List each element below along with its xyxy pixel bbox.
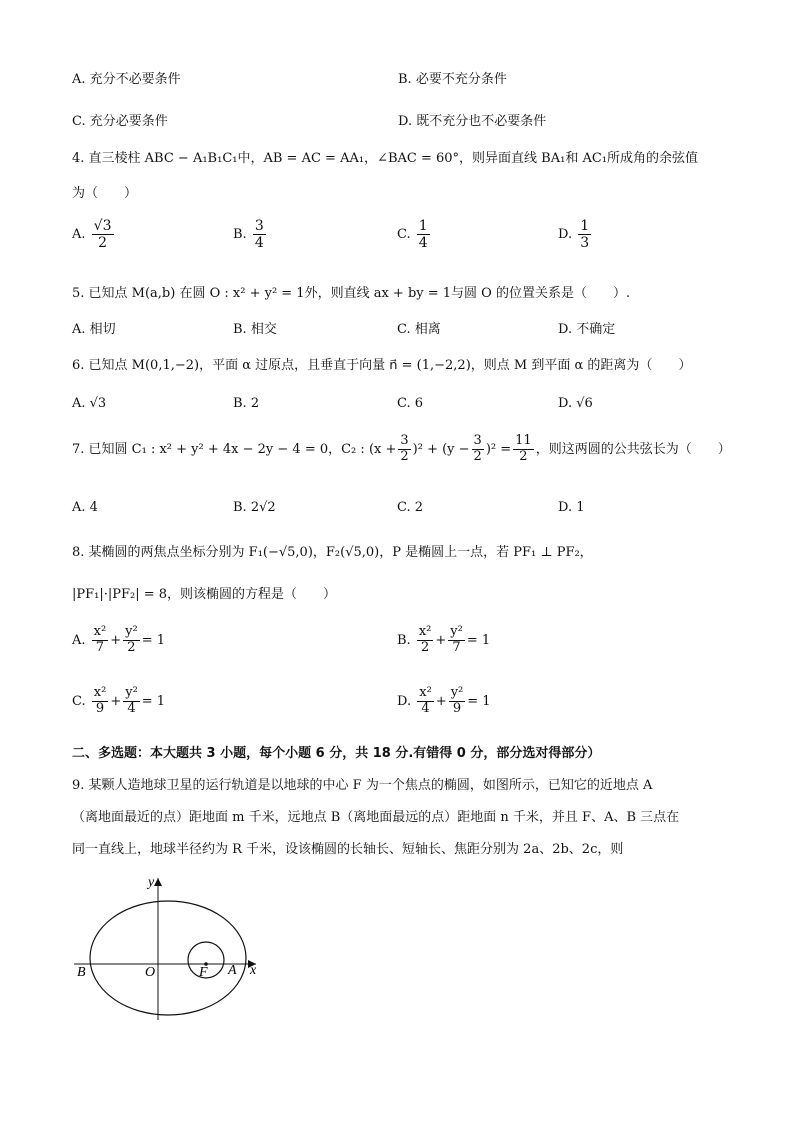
numerator: 1 — [418, 218, 428, 234]
q9-stem-line3: 同一直线上，地球半径约为 R 千米，设该椭圆的长轴长、短轴长、焦距分别为 2a、2b、2c，则 — [72, 842, 624, 857]
numerator: √3 — [93, 218, 112, 234]
q5-stem: 5. 已知点 M(a,b) 在圆 O : x² + y² = 1外，则直线 ax + by = 1与圆 O 的位置关系是（ ）. — [72, 286, 631, 301]
denominator: 4 — [421, 700, 430, 716]
numerator: y² — [450, 624, 463, 639]
numerator: x² — [419, 685, 432, 700]
q6-stem: 6. 已知点 M(0,1,−2)，平面 α 过原点，且垂直于向量 n⃗ = (1,−2,2)，则点 M 到平面 α 的距离为（ ） — [72, 358, 692, 373]
point-a-label: A — [228, 963, 237, 978]
q7-stem — [72, 434, 731, 465]
q5-option-a: A. 相切 — [72, 322, 116, 337]
q6-option-b: B. 2 — [233, 396, 260, 411]
q7-term: (x + — [368, 441, 397, 457]
numerator: x² — [418, 624, 432, 639]
denominator: 4 — [127, 700, 136, 716]
numerator: y² — [125, 624, 138, 639]
option-label: A. — [72, 632, 86, 648]
numerator: x² — [93, 685, 107, 700]
denominator: 2 — [519, 448, 528, 464]
orbit-ellipse — [90, 901, 246, 1015]
fraction — [92, 218, 114, 251]
x-label: x — [250, 963, 257, 978]
option-label: B. — [397, 632, 411, 648]
point-f-label: F — [199, 965, 208, 980]
plus-sign: + — [435, 693, 447, 709]
denominator: 2 — [473, 448, 482, 464]
numerator: 1 — [580, 218, 590, 234]
q4-option-c — [397, 218, 432, 251]
q6-option-d: D. √6 — [558, 396, 593, 411]
plus-sign: + — [435, 632, 447, 648]
fraction — [417, 625, 434, 656]
plus-sign: + — [110, 632, 122, 648]
denominator: 2 — [400, 448, 409, 464]
denominator: 7 — [95, 639, 105, 655]
numerator: 3 — [473, 433, 482, 448]
q7-question: ，则这两圆的公共弦长为（ ） — [535, 441, 731, 457]
q8-option-c — [72, 686, 165, 717]
numerator: y² — [450, 685, 464, 700]
q7-term: )² = — [485, 441, 512, 457]
fraction — [123, 686, 140, 717]
option-label: A. — [72, 227, 86, 243]
plus-sign: + — [110, 693, 122, 709]
fraction — [398, 434, 410, 465]
q5-option-b: B. 相交 — [233, 322, 277, 337]
q3-option-b: B. 必要不充分条件 — [398, 72, 507, 87]
q5-option-c: C. 相离 — [397, 322, 441, 337]
denominator: 9 — [95, 700, 105, 716]
fraction — [92, 625, 109, 656]
numerator: 11 — [515, 433, 532, 448]
q7-term: )² + (y − — [412, 441, 470, 457]
q7-option-d: D. 1 — [558, 500, 585, 515]
option-label: D. — [558, 227, 573, 243]
q8-option-a — [72, 625, 165, 656]
equals-one: = 1 — [467, 693, 491, 709]
q9-stem-line2: （离地面最近的点）距地面 m 千米，远地点 B（离地面最远的点）距地面 n 千米，并且 F、A、B 三点在 — [72, 810, 680, 825]
fraction — [417, 686, 434, 717]
numerator: 3 — [254, 218, 264, 234]
numerator: x² — [93, 624, 107, 639]
denominator: 4 — [418, 235, 428, 252]
equals-one: = 1 — [141, 693, 166, 709]
y-axis-arrow-icon — [154, 878, 162, 886]
point-b-label: B — [77, 965, 86, 980]
q3-option-a: A. 充分不必要条件 — [72, 72, 181, 87]
q5-option-d: D. 不确定 — [558, 322, 616, 337]
fraction — [417, 218, 430, 251]
denominator: 3 — [580, 235, 590, 252]
q6-option-c: C. 6 — [397, 396, 424, 411]
fraction — [448, 625, 465, 656]
denominator: 2 — [127, 639, 136, 655]
denominator: 9 — [452, 700, 462, 716]
fraction — [92, 686, 109, 717]
numerator: y² — [125, 685, 138, 700]
fraction — [449, 686, 466, 717]
origin-label: O — [145, 965, 156, 980]
fraction — [472, 434, 484, 465]
option-label: D. — [397, 693, 412, 709]
q4-stem-cont: 为（ ） — [72, 186, 138, 201]
q7-option-c: C. 2 — [397, 500, 424, 515]
q6-option-a: A. √3 — [72, 396, 107, 411]
section-heading: 二、多选题：本大题共 3 小题，每个小题 6 分，共 18 分.有错得 0 分，部分选对得部分） — [72, 746, 601, 761]
equals-one: = 1 — [466, 632, 491, 648]
q9-stem-line1: 9. 某颗人造地球卫星的运行轨道是以地球的中心 F 为一个焦点的椭圆，如图所示，已知它的近地点 A — [72, 778, 653, 793]
fraction — [253, 218, 266, 251]
fraction — [513, 434, 534, 465]
denominator: 7 — [452, 639, 461, 655]
q8-option-b — [397, 625, 490, 656]
q8-option-d — [397, 686, 491, 717]
q7-option-a: A. 4 — [72, 500, 98, 515]
option-label: B. — [233, 227, 247, 243]
fraction — [123, 625, 140, 656]
q8-stem: 8. 某椭圆的两焦点坐标分别为 F₁(−√5,0)，F₂(√5,0)，P 是椭圆上一点，若 PF₁ ⊥ PF₂， — [72, 545, 593, 560]
q4-option-b — [233, 218, 268, 251]
option-label: C. — [397, 227, 411, 243]
q7-c1-equation: 7. 已知圆 C₁ : x² + y² + 4x − 2y − 4 = 0，C₂ : — [72, 441, 365, 457]
q8-stem-cont: |PF₁|·|PF₂| = 8，则该椭圆的方程是（ ） — [72, 587, 337, 602]
q4-stem: 4. 直三棱柱 ABC − A₁B₁C₁中，AB = AC = AA₁，∠BAC = 60°，则异面直线 BA₁和 AC₁所成角的余弦值 — [72, 151, 698, 166]
denominator: 2 — [98, 235, 108, 252]
numerator: 3 — [400, 433, 409, 448]
denominator: 4 — [254, 235, 264, 252]
equals-one: = 1 — [141, 632, 165, 648]
q3-option-d: D. 既不充分也不必要条件 — [398, 114, 547, 129]
q3-option-c: C. 充分必要条件 — [72, 114, 168, 129]
q4-option-d — [558, 218, 593, 251]
fraction — [578, 218, 591, 251]
q4-option-a — [72, 218, 116, 251]
denominator: 2 — [420, 639, 430, 655]
q7-option-b: B. 2√2 — [233, 500, 276, 515]
y-label: y — [148, 875, 155, 890]
ellipse-diagram — [70, 870, 270, 1030]
option-label: C. — [72, 693, 86, 709]
